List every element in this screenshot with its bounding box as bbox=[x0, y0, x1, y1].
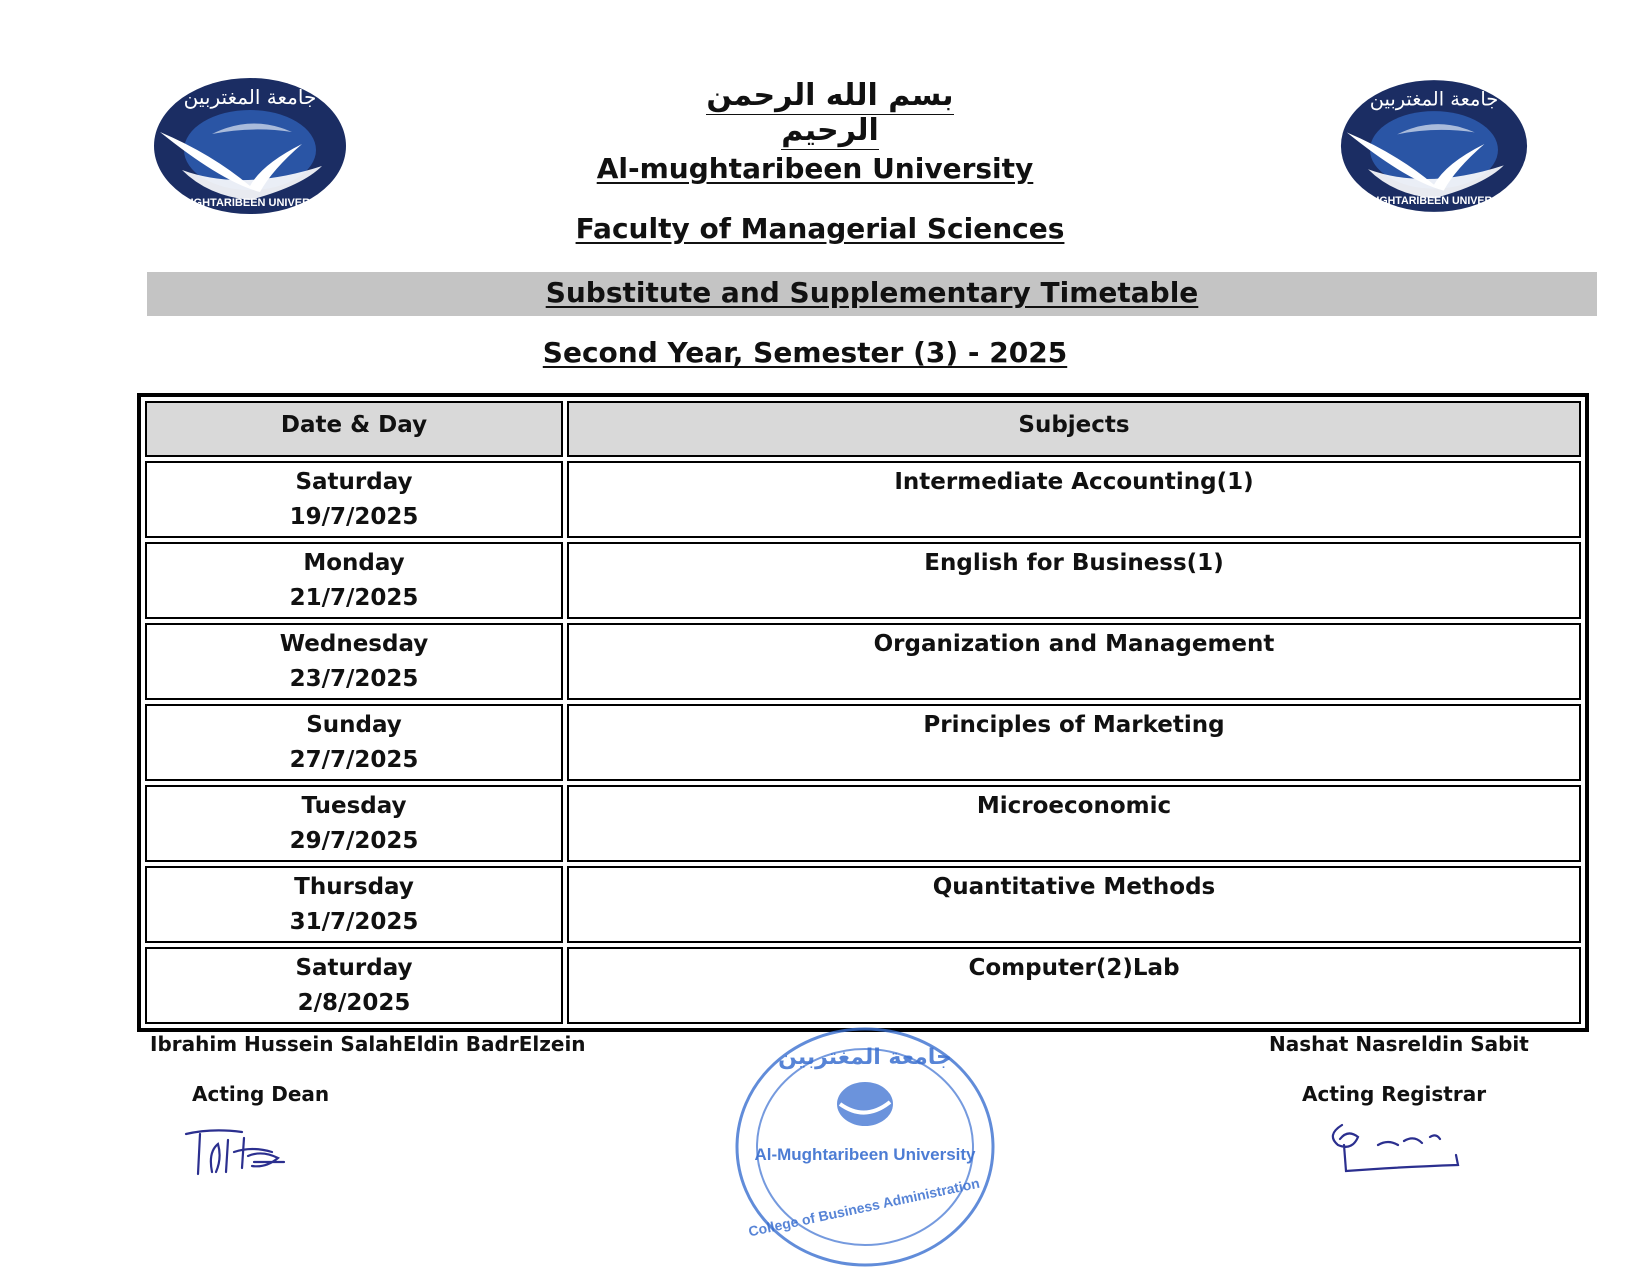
stamp-line2: College of Business Administration bbox=[746, 1174, 982, 1240]
registrar-signature bbox=[1318, 1115, 1468, 1179]
registrar-title: Acting Registrar bbox=[1302, 1082, 1487, 1106]
dean-title: Acting Dean bbox=[192, 1082, 330, 1106]
date-label: 2/8/2025 bbox=[297, 990, 411, 1016]
page-subtitle: Second Year, Semester (3) - 2025 bbox=[542, 336, 1068, 369]
page-title: Substitute and Supplementary Timetable bbox=[545, 276, 1199, 309]
date-day-cell bbox=[145, 785, 563, 862]
table-row bbox=[145, 866, 1581, 943]
table-row bbox=[145, 947, 1581, 1024]
subject-cell: English for Business(1) bbox=[567, 542, 1581, 619]
subject-cell: Computer(2)Lab bbox=[567, 947, 1581, 1024]
subject-cell: Principles of Marketing bbox=[567, 704, 1581, 781]
subject-cell: Quantitative Methods bbox=[567, 866, 1581, 943]
date-label: 23/7/2025 bbox=[289, 666, 419, 692]
day-label: Saturday bbox=[295, 469, 413, 495]
svg-text:جامعة المغتربين: جامعة المغتربين bbox=[1369, 87, 1499, 111]
university-name: Al-mughtaribeen University bbox=[596, 152, 1034, 185]
stamp-arabic-text: جامعة المغتربين bbox=[778, 1045, 952, 1070]
date-day-cell bbox=[145, 866, 563, 943]
date-label: 21/7/2025 bbox=[289, 585, 419, 611]
date-label: 19/7/2025 bbox=[289, 504, 419, 530]
date-day-cell bbox=[145, 947, 563, 1024]
table-row bbox=[145, 623, 1581, 700]
date-day-cell bbox=[145, 704, 563, 781]
day-label: Tuesday bbox=[301, 793, 407, 819]
dean-signature bbox=[182, 1122, 302, 1182]
table-row bbox=[145, 704, 1581, 781]
stamp-line1: Al-Mughtaribeen University bbox=[754, 1145, 976, 1164]
date-day-cell bbox=[145, 623, 563, 700]
date-label: 27/7/2025 bbox=[289, 747, 419, 773]
subject-cell: Intermediate Accounting(1) bbox=[567, 461, 1581, 538]
logo-english-text: AlMUGHTARIBEEN UNIVERSITY bbox=[165, 197, 335, 209]
day-label: Wednesday bbox=[279, 631, 429, 657]
day-label: Thursday bbox=[294, 874, 414, 900]
date-day-cell bbox=[145, 461, 563, 538]
faculty-name: Faculty of Managerial Sciences bbox=[575, 212, 1065, 245]
table-row bbox=[145, 461, 1581, 538]
registrar-name: Nashat Nasreldin Sabit bbox=[1269, 1032, 1529, 1056]
university-logo-left bbox=[152, 74, 348, 218]
subject-cell: Microeconomic bbox=[567, 785, 1581, 862]
official-stamp bbox=[730, 1022, 1000, 1272]
header-date-day: Date & Day bbox=[145, 401, 563, 457]
basmala: بسم الله الرحمن الرحيم bbox=[706, 78, 954, 148]
logo-arabic-text: جامعة المغتربين bbox=[183, 85, 317, 109]
day-label: Sunday bbox=[306, 712, 402, 738]
header-subjects: Subjects bbox=[567, 401, 1581, 457]
date-day-cell bbox=[145, 542, 563, 619]
table-header-row bbox=[145, 401, 1581, 457]
date-label: 29/7/2025 bbox=[289, 828, 419, 854]
timetable bbox=[137, 393, 1589, 1032]
table-row bbox=[145, 785, 1581, 862]
day-label: Monday bbox=[303, 550, 405, 576]
date-label: 31/7/2025 bbox=[289, 909, 419, 935]
table-row bbox=[145, 542, 1581, 619]
svg-text:AlMUGHTARIBEEN UNIVERSITY: AlMUGHTARIBEEN UNIVERSITY bbox=[1352, 195, 1516, 208]
day-label: Saturday bbox=[295, 955, 413, 981]
university-logo-right bbox=[1339, 76, 1529, 216]
dean-name: Ibrahim Hussein SalahEldin BadrElzein bbox=[150, 1032, 586, 1056]
subject-cell: Organization and Management bbox=[567, 623, 1581, 700]
